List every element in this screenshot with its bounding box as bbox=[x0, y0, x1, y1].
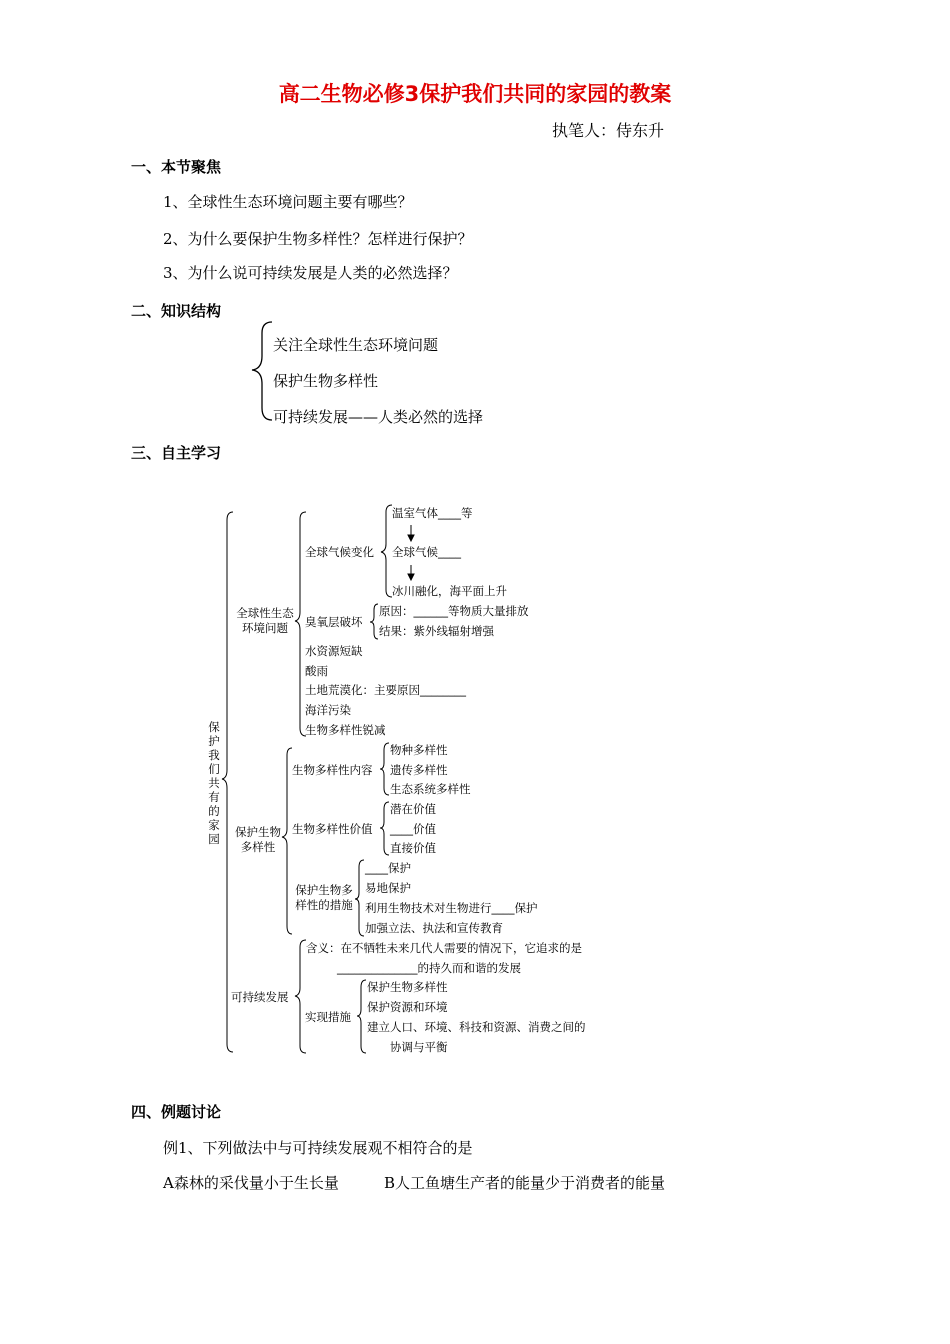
leaf-implement-3: 建立人口、环境、科技和资源、消费之间的 bbox=[367, 1020, 586, 1034]
leaf-climate-3: 冰川融化，海平面上升 bbox=[392, 584, 507, 598]
leaf-value-2: ____价值 bbox=[390, 822, 436, 836]
leaf-measure-4: 加强立法、执法和宣传教育 bbox=[365, 921, 503, 935]
node-ocean-pollution: 海洋污染 bbox=[305, 703, 351, 717]
node-meaning-line-2: ______________的持久而和谐的发展 bbox=[337, 961, 521, 975]
leaf-measure-1: ____保护 bbox=[365, 861, 411, 875]
author-line: 执笔人：侍东升 bbox=[552, 121, 665, 140]
node-biodiversity-loss: 生物多样性锐减 bbox=[305, 723, 386, 737]
structure-item-1: 关注全球性生态环境问题 bbox=[273, 336, 439, 354]
section-heading-3: 三、自主学习 bbox=[131, 444, 222, 462]
branch-sustainable-development: 可持续发展 bbox=[231, 990, 289, 1004]
node-implementation: 实现措施 bbox=[305, 1010, 351, 1024]
section-heading-1: 一、本节聚焦 bbox=[131, 158, 222, 176]
leaf-ozone-1: 原因：______等物质大量排放 bbox=[379, 604, 529, 618]
node-desertification: 土地荒漠化：主要原因________ bbox=[305, 683, 466, 697]
structure-item-3: 可持续发展——人类必然的选择 bbox=[273, 408, 484, 426]
node-biodiversity-content: 生物多样性内容 bbox=[292, 763, 373, 777]
leaf-measure-3: 利用生物技术对生物进行____保护 bbox=[365, 901, 538, 915]
leaf-value-3: 直接价值 bbox=[390, 841, 436, 855]
leaf-content-2: 遗传多样性 bbox=[390, 763, 448, 777]
focus-item-2: 2、为什么要保护生物多样性？怎样进行保护？ bbox=[163, 230, 473, 248]
leaf-content-3: 生态系统多样性 bbox=[390, 782, 471, 796]
node-protection-measures: 保护生物多样性的措施 bbox=[295, 883, 353, 912]
example-question: 例1、下列做法中与可持续发展观不相符合的是 bbox=[163, 1139, 473, 1157]
leaf-climate-1: 温室气体____等 bbox=[392, 506, 473, 520]
node-biodiversity-value: 生物多样性价值 bbox=[292, 822, 373, 836]
leaf-value-1: 潜在价值 bbox=[390, 802, 436, 816]
section-heading-4: 四、例题讨论 bbox=[131, 1103, 222, 1121]
node-climate-change: 全球气候变化 bbox=[305, 545, 374, 559]
node-ozone: 臭氧层破坏 bbox=[305, 615, 363, 629]
page-title: 高二生物必修3保护我们共同的家园的教案 bbox=[278, 82, 672, 106]
leaf-ozone-2: 结果：紫外线辐射增强 bbox=[379, 624, 494, 638]
focus-item-1: 1、全球性生态环境问题主要有哪些？ bbox=[163, 193, 413, 211]
node-water-shortage: 水资源短缺 bbox=[305, 644, 363, 658]
branch-protect-biodiversity: 保护生物多样性 bbox=[235, 825, 281, 854]
structure-item-2: 保护生物多样性 bbox=[273, 372, 379, 390]
branch-global-problems: 全球性生态环境问题 bbox=[236, 606, 294, 635]
node-meaning-line-1: 含义：在不牺牲未来几代人需要的情况下，它追求的是 bbox=[306, 941, 582, 955]
node-acid-rain: 酸雨 bbox=[305, 664, 328, 678]
leaf-climate-2: 全球气候____ bbox=[392, 545, 461, 559]
leaf-implement-1: 保护生物多样性 bbox=[367, 980, 448, 994]
leaf-implement-2: 保护资源和环境 bbox=[367, 1000, 448, 1014]
focus-item-3: 3、为什么说可持续发展是人类的必然选择？ bbox=[163, 264, 458, 282]
option-b: B人工鱼塘生产者的能量少于消费者的能量 bbox=[384, 1174, 666, 1192]
leaf-measure-2: 易地保护 bbox=[365, 881, 411, 895]
concept-map-root: 保护我们共有的家园 bbox=[208, 720, 220, 846]
leaf-content-1: 物种多样性 bbox=[390, 743, 448, 757]
section-heading-2: 二、知识结构 bbox=[131, 302, 222, 320]
option-a: A森林的采伐量小于生长量 bbox=[163, 1174, 339, 1192]
leaf-implement-4: 协调与平衡 bbox=[390, 1040, 448, 1054]
